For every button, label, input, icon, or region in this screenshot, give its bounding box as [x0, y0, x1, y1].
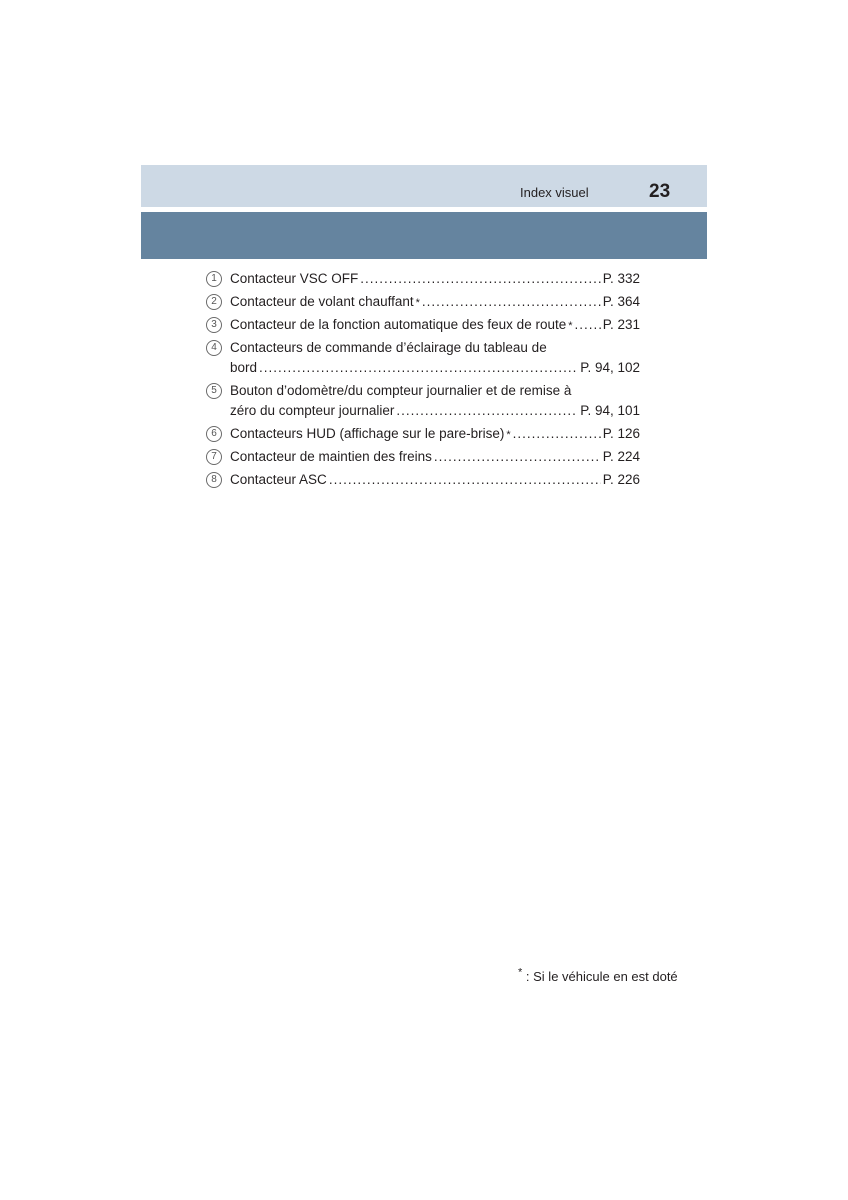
page-number: 23 — [649, 181, 671, 202]
entry-label: Contacteurs HUD (affichage sur le pare-brise) — [230, 426, 505, 441]
entry-label: Contacteur de la fonction automatique des feux de route — [230, 317, 567, 332]
index-entry-4 — [206, 338, 640, 378]
page-reference[interactable]: P. 94, 102 — [580, 360, 640, 375]
entry-label-line2: bord — [230, 360, 258, 375]
index-entry-2: 2 Contacteur de volant chauffant * ..... P. 364 — [206, 292, 640, 312]
entry-label: Contacteur de maintien des freins — [230, 449, 432, 464]
entry-number: 4 — [206, 340, 222, 356]
entry-label-line1: Bouton d’odomètre/du compteur journalier et de remise à — [230, 383, 572, 398]
page-reference[interactable]: P. 94, 101 — [580, 403, 640, 418]
index-entry-7 — [206, 447, 640, 467]
dot-leader — [396, 401, 578, 421]
index-entry-8 — [206, 470, 640, 490]
index-entry-6: 6 Contacteurs HUD (affichage sur le pare-brise) * ..... P. 126 — [206, 424, 640, 444]
page-reference[interactable]: P. 126 — [602, 426, 640, 441]
entry-number: 1 — [206, 271, 222, 287]
page-reference[interactable]: P. 226 — [602, 472, 640, 487]
dot-leader — [513, 424, 601, 444]
page-reference[interactable]: P. 231 — [602, 317, 640, 332]
entry-label-line1: Contacteurs de commande d’éclairage du tableau de — [230, 340, 547, 355]
footnote-text: : Si le véhicule en est doté — [525, 969, 678, 984]
entry-number: 5 — [206, 383, 222, 399]
entry-number: 8 — [206, 472, 222, 488]
dot-leader — [422, 292, 601, 312]
dot-leader — [434, 447, 601, 467]
index-entry-5 — [206, 381, 640, 421]
entry-label: Contacteur ASC — [230, 472, 327, 487]
dot-leader — [360, 269, 600, 289]
entry-number: 7 — [206, 449, 222, 465]
entry-label: Contacteur de volant chauffant — [230, 294, 414, 309]
section-banner — [141, 212, 707, 259]
entry-number: 3 — [206, 317, 222, 333]
dot-leader — [575, 315, 601, 335]
footnote — [518, 966, 678, 984]
page-reference[interactable]: P. 364 — [602, 294, 640, 309]
entry-number: 2 — [206, 294, 222, 310]
page-reference[interactable]: P. 224 — [602, 449, 640, 464]
index-entry-1 — [206, 269, 640, 289]
dot-leader — [259, 358, 578, 378]
section-title: Index visuel — [520, 185, 589, 200]
dot-leader — [329, 470, 601, 490]
entry-number: 6 — [206, 426, 222, 442]
page-header-bar — [141, 165, 707, 207]
page-reference[interactable]: P. 332 — [602, 271, 640, 286]
index-list — [206, 269, 640, 493]
footnote-star: * — [518, 966, 523, 979]
entry-label-line2: zéro du compteur journalier — [230, 403, 395, 418]
index-entry-3: 3 Contacteur de la fonction automatique des feux de route * ..... P. 231 — [206, 315, 640, 335]
entry-label: Contacteur VSC OFF — [230, 271, 359, 286]
